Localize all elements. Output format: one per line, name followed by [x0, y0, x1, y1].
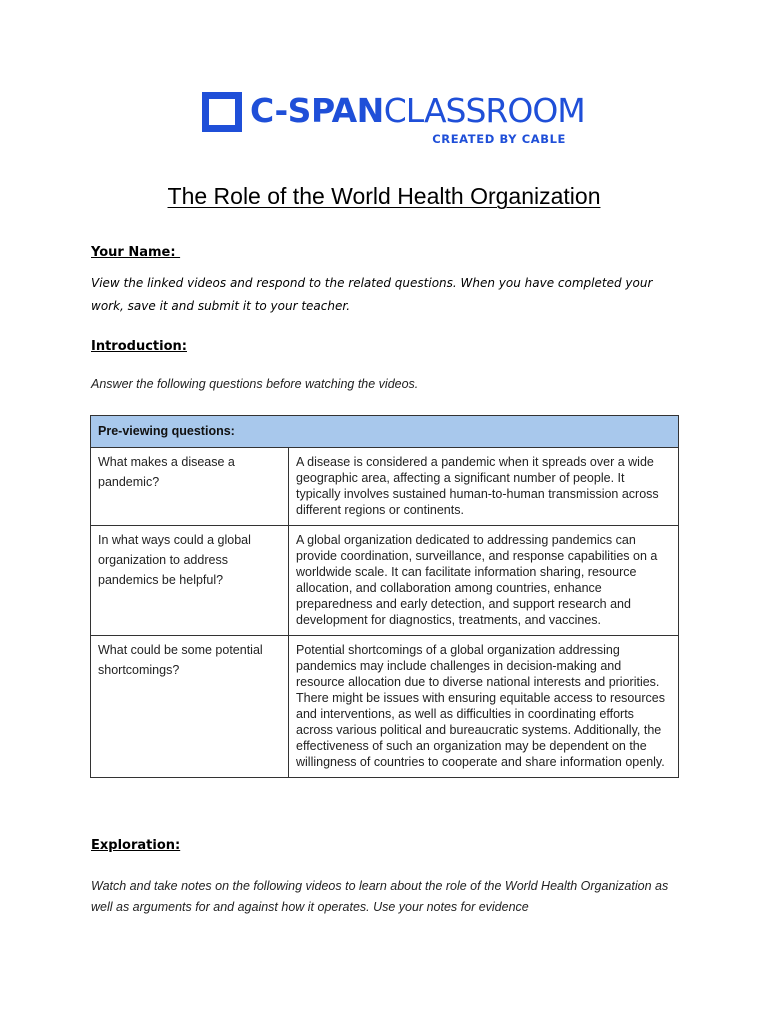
table-header: Pre-viewing questions:	[91, 416, 679, 448]
answer-cell: Potential shortcomings of a global organization addressing pandemics may include challenges in decision-making and resource allocation due to diverse national interests and priorities. There might be issues with ensuring equitable access to resources and interventions, as well as difficulties in coordinating efforts across various political and bureaucratic systems. Additionally, the effectiveness of such an organization may be dependent on the willingness of countries to cooperate and share information openly.	[289, 636, 679, 778]
table-header-row	[91, 416, 679, 448]
table-row	[91, 526, 679, 636]
logo-wordmark-light: CLASSROOM	[383, 91, 585, 130]
answer-cell: A disease is considered a pandemic when it spreads over a wide geographic area, affecting a significant number of people. It typically involves sustained human-to-human transmission across different regions or continents.	[289, 448, 679, 526]
document-title: The Role of the World Health Organization	[167, 183, 601, 209]
exploration-heading: Exploration:	[91, 838, 181, 853]
logo-wordmark	[250, 89, 585, 133]
introduction-heading: Introduction:	[91, 339, 187, 354]
table-row	[91, 636, 679, 778]
question-cell: What makes a disease a pandemic?	[91, 448, 289, 526]
logo-wordmark-bold: C-SPAN	[250, 91, 384, 130]
logo-square-icon	[202, 92, 242, 132]
table-row	[91, 448, 679, 526]
introduction-text: Answer the following questions before watching the videos.	[91, 377, 419, 391]
exploration-text: Watch and take notes on the following videos to learn about the role of the World Health Organization as well as arguments for and against how it operates. Use your notes for evidence	[91, 879, 669, 914]
cspan-classroom-logo	[202, 91, 585, 148]
your-name-label: Your Name:	[91, 245, 181, 260]
instructions-text: View the linked videos and respond to the related questions. When you have completed your work, save it and submit it to your teacher.	[91, 276, 653, 313]
logo-tagline: CREATED BY CABLE	[432, 132, 566, 146]
answer-cell: A global organization dedicated to addressing pandemics can provide coordination, surveillance, and response capabilities on a worldwide scale. It can facilitate information sharing, resource allocation, and collaboration among countries, enhance preparedness and early detection, and support research and development for diagnostics, treatments, and vaccines.	[289, 526, 679, 636]
question-cell: In what ways could a global organization to address pandemics be helpful?	[91, 526, 289, 636]
question-cell: What could be some potential shortcomings?	[91, 636, 289, 778]
pre-viewing-questions-table	[90, 415, 679, 778]
